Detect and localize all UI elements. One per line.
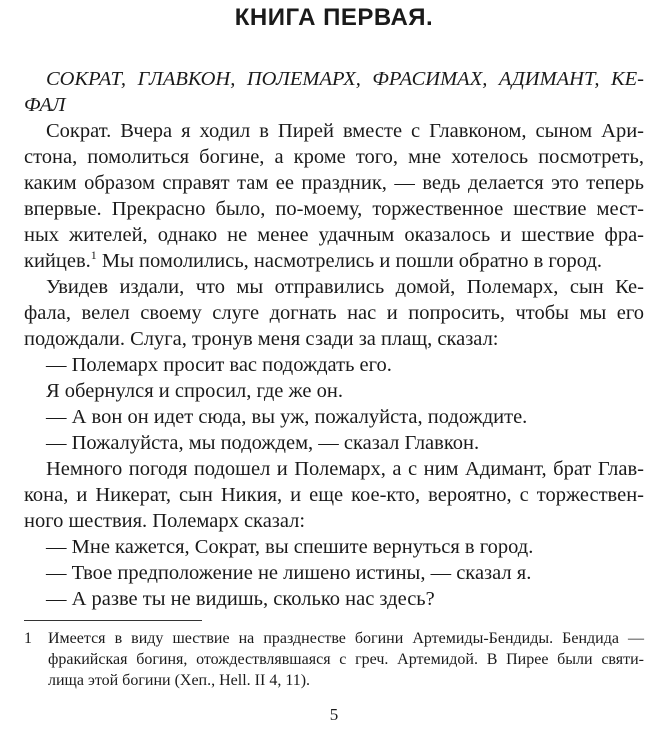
text-line: впервые. Прекрасно было, по-моему, торжественное шествие мест- (24, 198, 644, 220)
dialogue-line: — Пожалуйста, мы подождем, — сказал Главкон. (46, 432, 480, 454)
footnote-line: Имеется в виду шествие на празднестве богини Артемиды-Бендиды. Бендида — (48, 630, 644, 647)
characters-line: ФАЛ (24, 94, 66, 116)
text-line: Немного погодя подошел и Полемарх, а с ним Адимант, брат Глав- (46, 458, 644, 480)
text-line (24, 248, 644, 276)
footnote-number: 1 (24, 630, 32, 647)
dialogue-line: — А разве ты не видишь, сколько нас здесь? (46, 588, 435, 610)
dialogue-line: — А вон он идет сюда, вы уж, пожалуйста, подождите. (46, 406, 528, 428)
text-line: каким образом справят там ее праздник, — ведь делается это теперь (24, 172, 644, 194)
text-line: ного шествия. Полемарх сказал: (24, 510, 306, 532)
dialogue-line: — Твое предположение не лишено истины, — сказал я. (46, 562, 532, 584)
text-line: подождали. Слуга, тронув меня сзади за плащ, сказал: (24, 328, 499, 350)
dialogue-line: — Полемарх просит вас подождать его. (46, 354, 392, 376)
footnote-marker: 1 (90, 248, 97, 262)
text-line: стона, помолиться богине, а кроме того, мне хотелось посмотреть, (24, 146, 644, 168)
characters-line: СОКРАТ, ГЛАВКОН, ПОЛЕМАРХ, ФРАСИМАХ, АДИМАНТ, КЕ- (46, 68, 644, 90)
text-line: Увидев издали, что мы отправились домой, Полемарх, сын Ке- (46, 276, 644, 298)
text-line: ных жителей, однако не менее удачным оказалось и шествие фра- (24, 224, 644, 246)
dialogue-line: — Мне кажется, Сократ, вы спешите вернуться в город. (46, 536, 534, 558)
footnote-divider (24, 620, 202, 621)
text-line: фала, велел своему слуге догнать нас и попросить, чтобы мы его (24, 302, 644, 324)
text-fragment: Мы помолились, насмотрелись и пошли обратно в город. (96, 250, 603, 272)
text-line: кона, и Никерат, сын Никия, и еще кое-кто, вероятно, с торжествен- (24, 484, 644, 506)
text-line: Сократ. Вчера я ходил в Пирей вместе с Главконом, сыном Ари- (46, 120, 644, 142)
footnote-line: фракийская богиня, отождествлявшаяся с греч. Артемидой. В Пирее были святи- (48, 651, 644, 668)
chapter-title: КНИГА ПЕРВАЯ. (234, 4, 434, 31)
text-fragment: кийцев. (24, 250, 91, 272)
dialogue-line: Я обернулся и спросил, где же он. (46, 380, 343, 402)
page-number: 5 (329, 705, 339, 724)
footnote-line: лища этой богини (Хеп., Hell. II 4, 11). (48, 672, 311, 689)
